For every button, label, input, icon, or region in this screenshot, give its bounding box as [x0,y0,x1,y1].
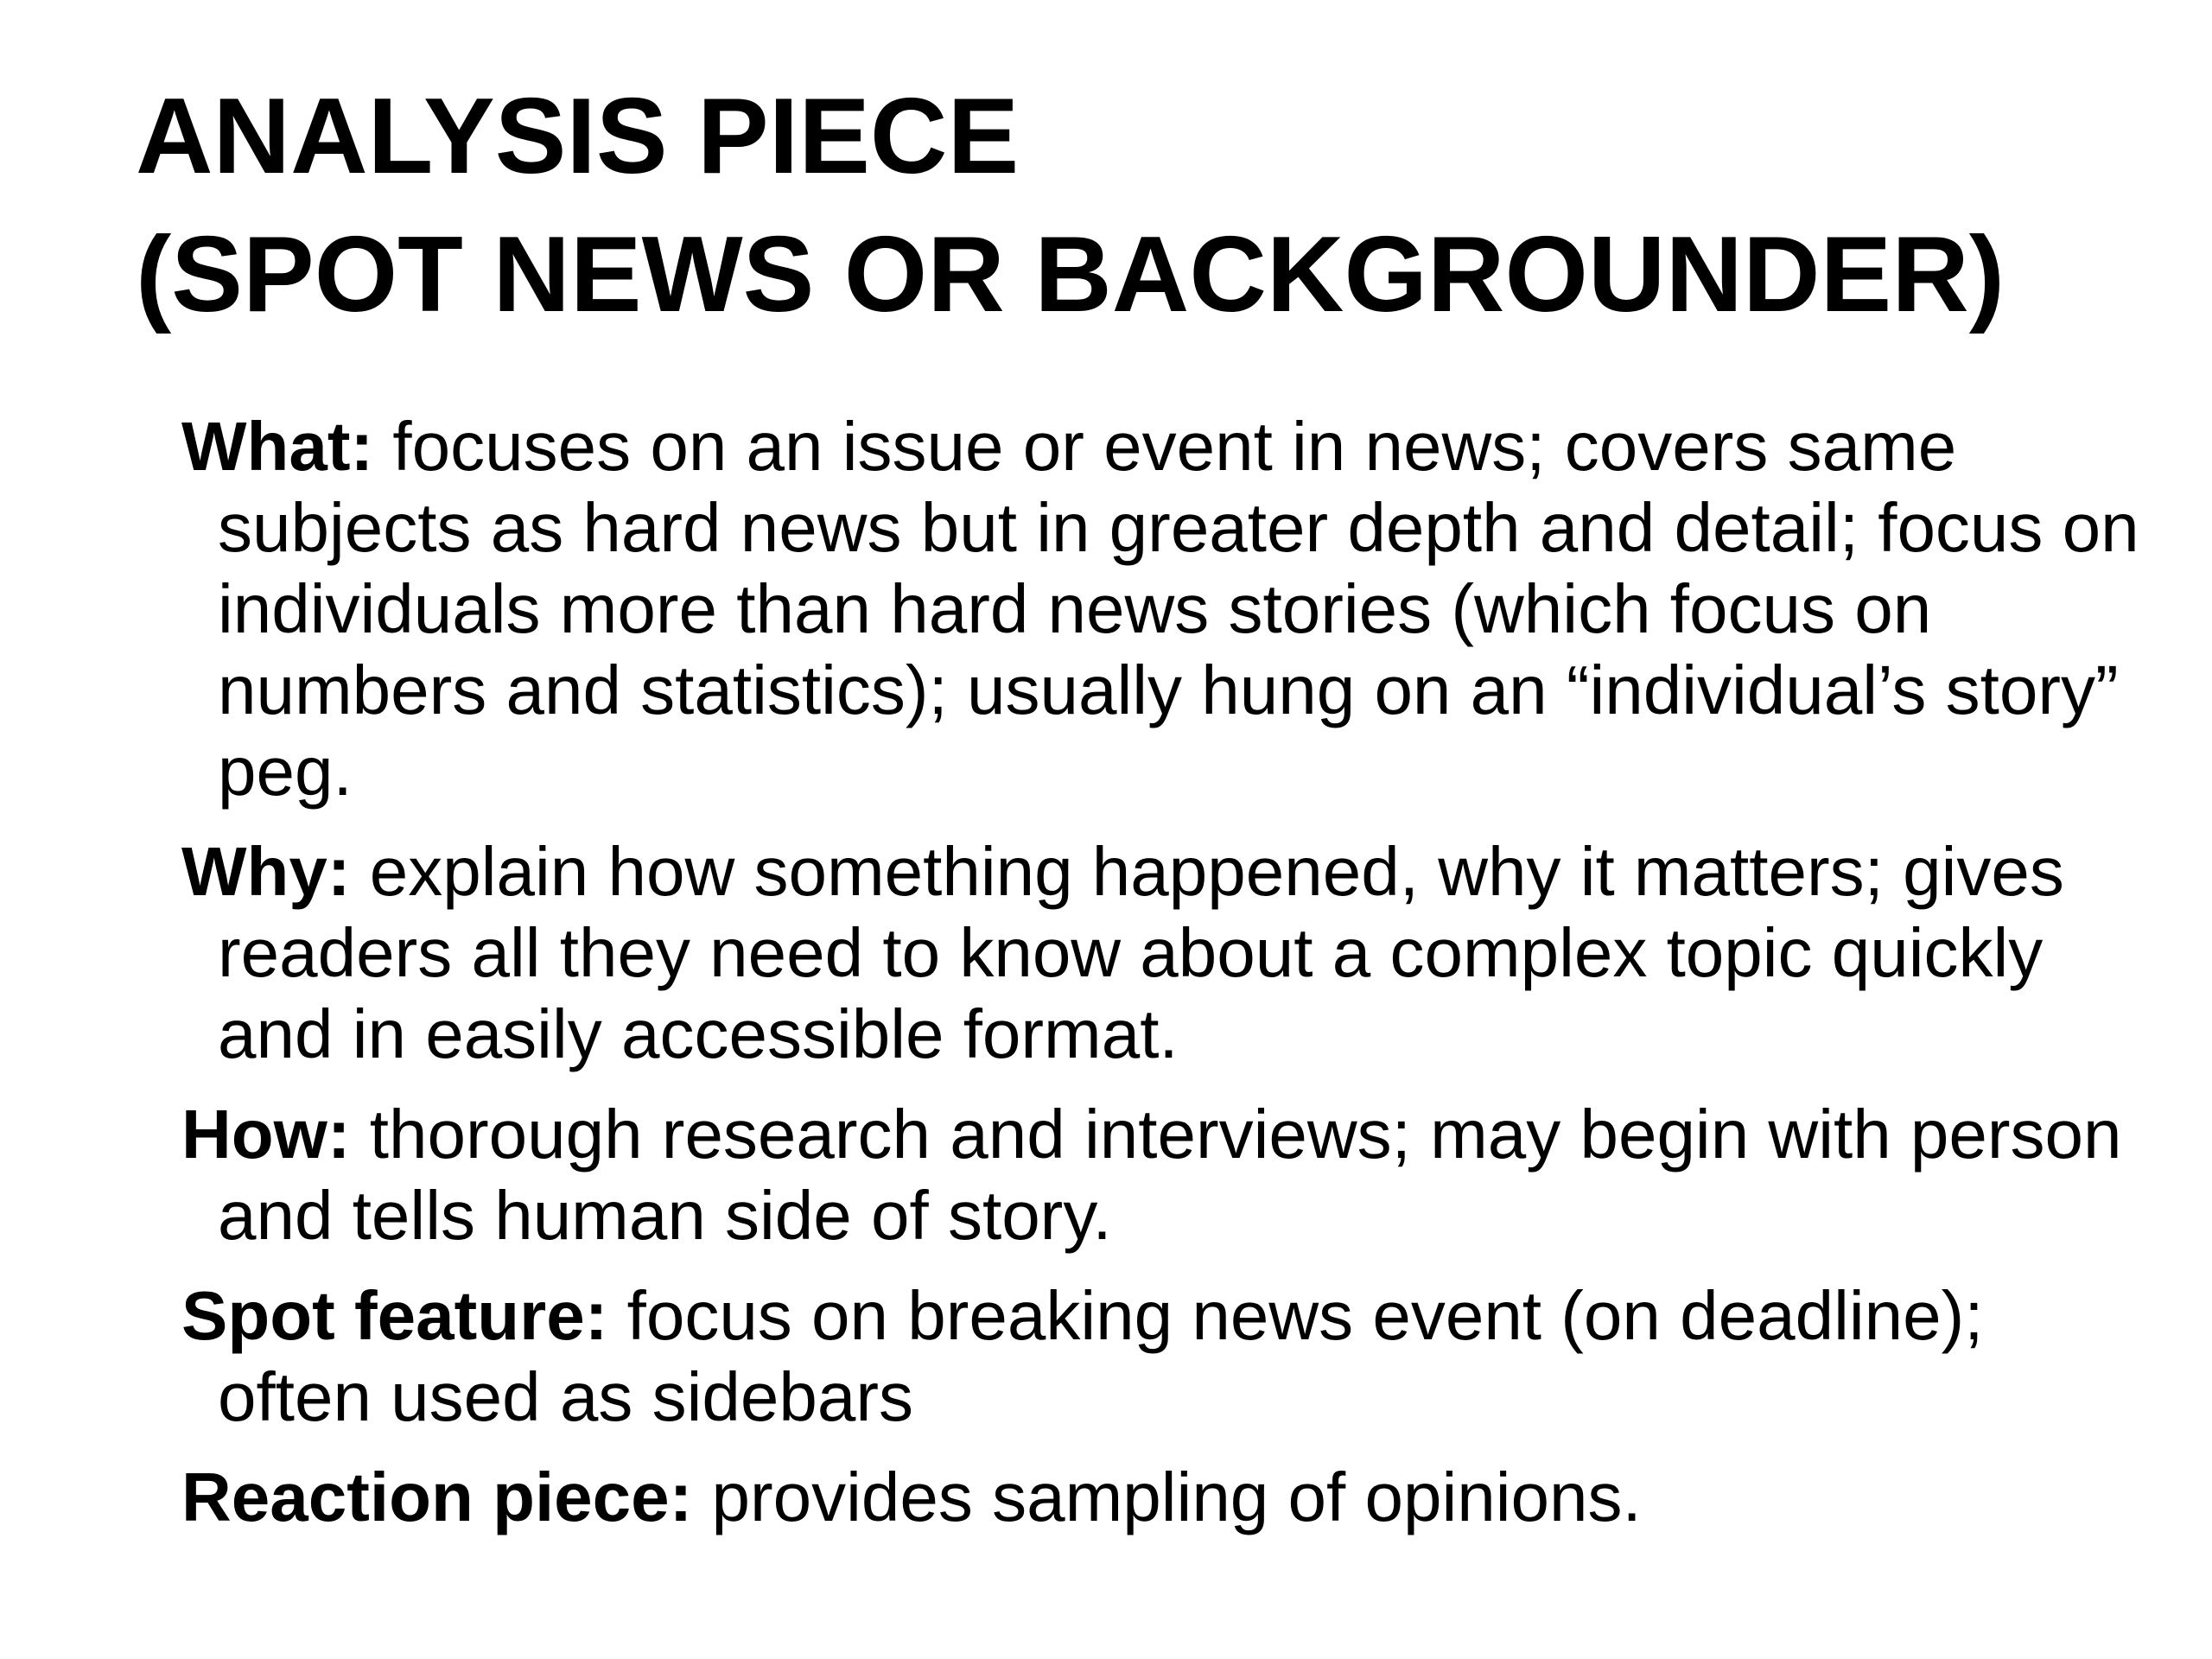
description-why: explain how something happened, why it matters; gives readers all they need to know about a complex topic quickly and in easily accessible format. [218,833,2064,1072]
definition-item-why [181,831,2152,1075]
definition-list [181,406,2152,1557]
term-spot-feature: Spot feature: [181,1277,608,1354]
description-what: focuses on an issue or event in news; covers same subjects as hard news but in greater depth and detail; focus on individuals more than hard news stories (which focus on numbers and statistics); usually hung on an “individual’s story” peg. [218,408,2139,810]
definition-item-spot-feature [181,1275,2152,1438]
description-how: thorough research and interviews; may begin with person and tells human side of story. [218,1096,2122,1254]
slide-title-line-1: ANALYSIS PIECE [136,77,1020,196]
definition-item-how [181,1094,2152,1256]
definition-item-reaction-piece [181,1457,2152,1538]
description-reaction-piece: provides sampling of opinions. [711,1459,1642,1535]
description-spot-feature: focus on breaking news event (on deadline); often used as sidebars [218,1277,1984,1435]
term-why: Why: [181,833,351,910]
slide-title-line-2: (SPOT NEWS OR BACKGROUNDER) [136,215,2005,334]
term-what: What: [181,408,374,485]
term-how: How: [181,1096,351,1173]
slide-title [136,67,2005,344]
term-reaction-piece: Reaction piece: [181,1459,693,1535]
definition-item-what [181,406,2152,812]
